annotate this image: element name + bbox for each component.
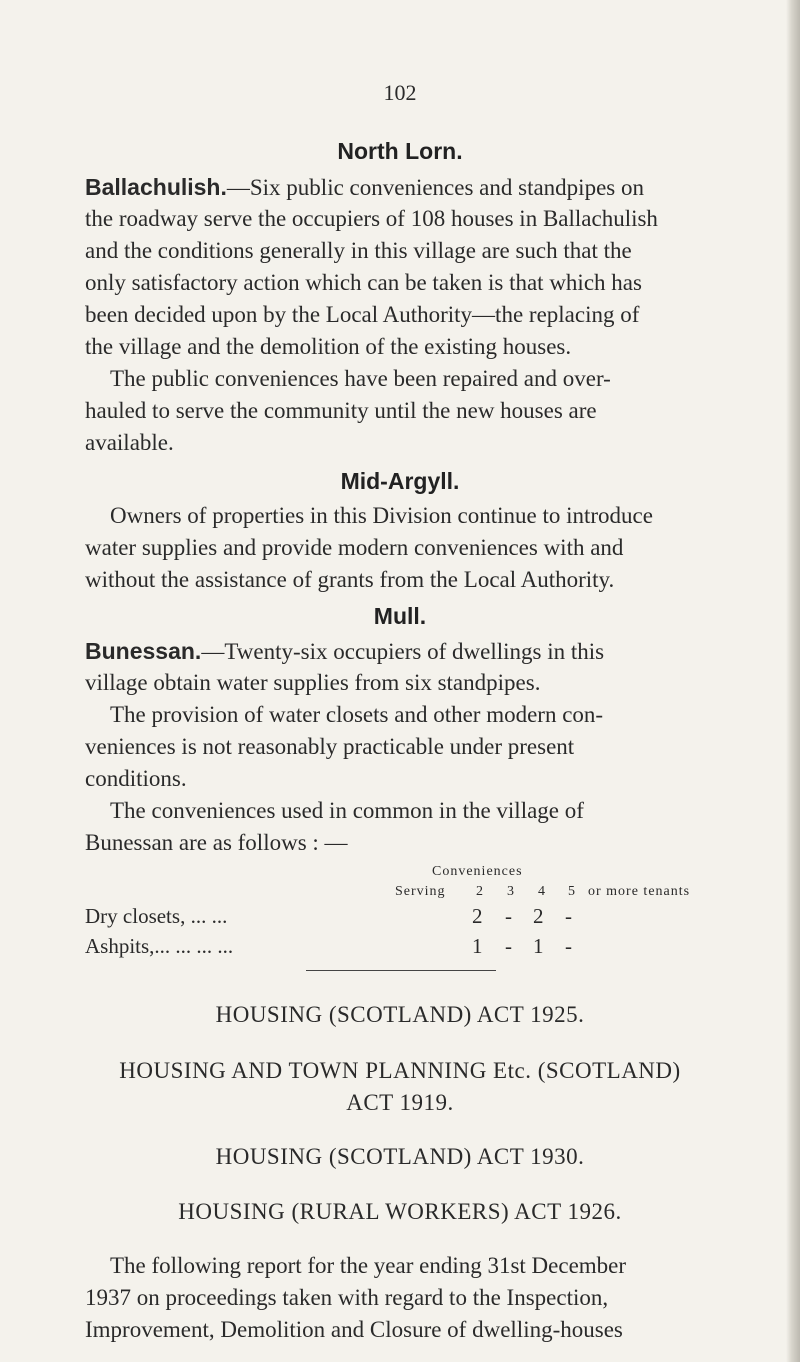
heading-north-lorn: North Lorn.: [337, 138, 463, 164]
text-line: and the conditions generally in this village are such that the: [85, 238, 632, 263]
text-line: Bunessan.—Twenty-six occupiers of dwellings in this: [85, 638, 605, 664]
text-line: The public conveniences have been repaired and over-: [110, 366, 611, 391]
page-number: 102: [383, 80, 417, 105]
table-cell: -: [565, 934, 572, 958]
text-line: only satisfactory action which can be taken is that which has: [85, 270, 642, 295]
text-line: The provision of water closets and other modern con-: [110, 702, 604, 727]
heading-mull: Mull.: [373, 603, 427, 629]
act-title: ACT 1919.: [346, 1090, 454, 1115]
table-cell: -: [565, 904, 572, 928]
text-line: 1937 on proceedings taken with regard to the Inspection,: [85, 1285, 609, 1310]
lead-bunessan: Bunessan.: [85, 638, 202, 664]
text-line: the roadway serve the occupiers of 108 houses in Ballachulish: [85, 206, 658, 231]
text-line: hauled to serve the community until the new houses are: [85, 398, 597, 423]
table-col-header: 2: [476, 884, 484, 899]
table-cell: -: [505, 934, 512, 958]
table-col-header: 4: [538, 884, 546, 899]
text-line: the village and the demolition of the existing houses.: [85, 334, 572, 359]
act-title: HOUSING (SCOTLAND) ACT 1925.: [215, 1002, 585, 1027]
table-cell: 1: [472, 934, 483, 958]
text-line: water supplies and provide modern conveniences with and: [85, 535, 624, 560]
text-line: been decided upon by the Local Authority—the replacing of: [85, 302, 640, 327]
table-cell: 2: [533, 904, 544, 928]
table-col-header: 5: [568, 884, 576, 899]
heading-mid-argyll: Mid-Argyll.: [340, 468, 460, 494]
lead-ballachulish: Ballachulish.: [85, 174, 227, 200]
table-row-label: Dry closets, ... ...: [85, 904, 228, 928]
text-line: Bunessan are as follows : —: [85, 830, 348, 855]
text-line: The conveniences used in common in the village of: [110, 798, 584, 823]
table-col-header: 3: [507, 884, 515, 899]
text-line: veniences is not reasonably practicable under present: [85, 734, 575, 759]
text-line: available.: [85, 430, 174, 455]
table-header: Conveniences: [432, 864, 523, 879]
table-cell: -: [505, 904, 512, 928]
text-line: without the assistance of grants from the Local Authority.: [85, 567, 615, 592]
text-line: village obtain water supplies from six standpipes.: [85, 670, 541, 695]
act-title: HOUSING (SCOTLAND) ACT 1930.: [215, 1144, 585, 1169]
text-line: conditions.: [85, 766, 187, 791]
table-col-header: or more tenants: [588, 884, 691, 899]
text-line: Ballachulish.—Six public conveniences and standpipes on: [85, 174, 644, 200]
text-line: Owners of properties in this Division continue to introduce: [110, 503, 653, 528]
table-cell: 1: [533, 934, 544, 958]
text-line: Improvement, Demolition and Closure of dwelling-houses: [85, 1317, 623, 1342]
text-line: The following report for the year ending 31st December: [110, 1253, 627, 1278]
act-title: HOUSING AND TOWN PLANNING Etc. (SCOTLAND): [119, 1058, 681, 1083]
divider-rule: [306, 970, 496, 971]
table-serving-label: Serving: [395, 884, 446, 899]
act-title: HOUSING (RURAL WORKERS) ACT 1926.: [178, 1199, 622, 1224]
table-row-label: Ashpits,... ... ... ...: [85, 934, 234, 958]
table-cell: 2: [472, 904, 483, 928]
